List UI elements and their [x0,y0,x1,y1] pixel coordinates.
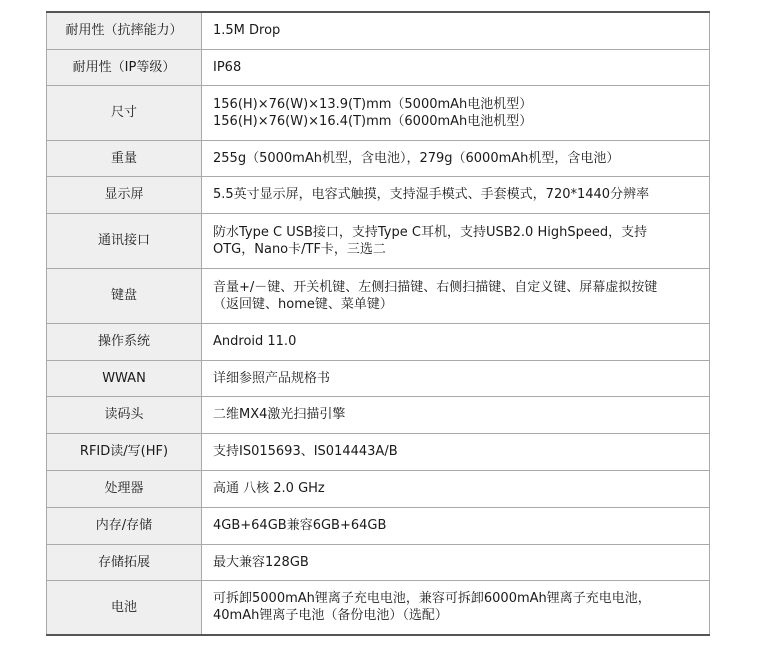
spec-value: 4GB+64GB兼容6GB+64GB [202,507,710,544]
spec-row-storage-expansion [47,544,710,580]
spec-value [202,268,710,323]
spec-value-line: OTG，Nano卡/TF卡，三选二 [213,241,386,257]
spec-row-memory [47,507,710,544]
spec-value: 1.5M Drop [202,12,710,49]
spec-label: 读码头 [47,396,202,433]
spec-label: 通讯接口 [47,213,202,268]
spec-row-display [47,176,710,213]
spec-label: RFID读/写(HF) [47,433,202,470]
spec-value: Android 11.0 [202,323,710,360]
spec-label: 操作系统 [47,323,202,360]
spec-value-line: （返回键、home键、菜单键） [213,296,393,312]
spec-label: 耐用性（抗摔能力） [47,12,202,49]
spec-row-ip [47,49,710,85]
spec-row-os [47,323,710,360]
spec-value: 详细参照产品规格书 [202,360,710,396]
spec-value [202,580,710,635]
spec-value-line: 可拆卸5000mAh锂离子充电电池，兼容可拆卸6000mAh锂离子充电电池， [213,591,651,607]
spec-label: 尺寸 [47,85,202,140]
spec-label: 内存/存储 [47,507,202,544]
spec-row-interfaces [47,213,710,268]
spec-row-wwan [47,360,710,396]
spec-label: 显示屏 [47,176,202,213]
spec-label: 处理器 [47,470,202,507]
spec-row-rfid [47,433,710,470]
spec-value: 最大兼容128GB [202,544,710,580]
spec-row-keyboard [47,268,710,323]
spec-value: 二维MX4激光扫描引擎 [202,396,710,433]
spec-table [46,11,710,636]
spec-value: 255g（5000mAh机型，含电池），279g（6000mAh机型，含电池） [202,140,710,176]
spec-value-line: 156(H)×76(W)×16.4(T)mm（6000mAh电池机型） [213,113,533,129]
spec-value: IP68 [202,49,710,85]
spec-label: 重量 [47,140,202,176]
spec-label: WWAN [47,360,202,396]
spec-value [202,213,710,268]
spec-row-scanner [47,396,710,433]
spec-label: 存储拓展 [47,544,202,580]
spec-row-drop [47,12,710,49]
spec-value [202,85,710,140]
spec-value-line: 音量+/－键、开关机键、左侧扫描键、右侧扫描键、自定义键、屏幕虚拟按键 [213,279,658,295]
spec-value: 支持IS015693、IS014443A/B [202,433,710,470]
spec-row-size [47,85,710,140]
spec-label: 电池 [47,580,202,635]
spec-value-line: 40mAh锂离子电池（备份电池）（选配） [213,608,448,624]
spec-value: 5.5英寸显示屏，电容式触摸，支持湿手模式、手套模式，720*1440分辨率 [202,176,710,213]
spec-label: 键盘 [47,268,202,323]
spec-row-processor [47,470,710,507]
spec-value-line: 156(H)×76(W)×13.9(T)mm（5000mAh电池机型） [213,96,533,112]
spec-value-line: 防水Type C USB接口，支持Type C耳机，支持USB2.0 HighSpeed，支持 [213,224,648,240]
spec-label: 耐用性（IP等级） [47,49,202,85]
spec-row-battery [47,580,710,635]
spec-value: 高通 八核 2.0 GHz [202,470,710,507]
spec-row-weight [47,140,710,176]
